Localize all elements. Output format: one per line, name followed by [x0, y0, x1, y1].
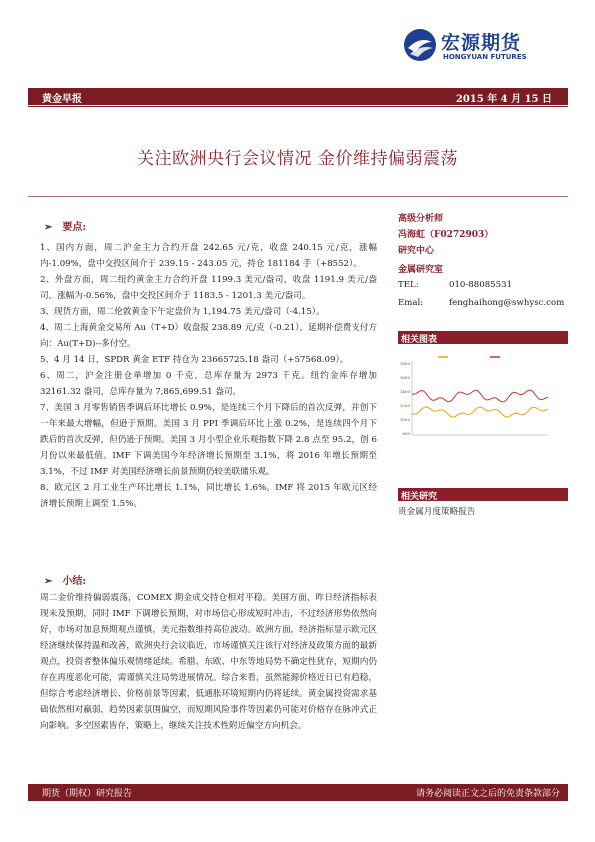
- related-research-item[interactable]: 贵金属月度策略报告: [398, 507, 476, 517]
- analyst-dept: 研究中心: [398, 246, 435, 256]
- brand-name-cn: 宏源期货: [441, 32, 522, 54]
- key-points-list: [40, 240, 377, 512]
- key-point-item: 3、现货方面，周二伦敦黄金下午定盘价为 1,194.75 美元/盎司（-4.15）。: [40, 307, 325, 317]
- footer-bar: [28, 784, 568, 801]
- footer-disclaimer: 请务必阅读正文之后的免责条款部分: [415, 789, 560, 799]
- key-points-heading: [44, 218, 86, 233]
- tel-value: 010-88085531: [449, 280, 513, 290]
- summary-title: 小结:: [62, 576, 87, 587]
- analyst-name: 冯海虹（F0272903）: [398, 230, 494, 240]
- header-bar: [28, 88, 568, 105]
- analyst-team: 金属研究室: [398, 265, 444, 275]
- logo-mark-icon: [403, 28, 437, 62]
- page-title: 关注欧洲央行会议情况 金价维持偏弱震荡: [137, 149, 458, 169]
- key-point-item: 7、美国 3 月零售销售季调后环比增长 0.9%，是连续三个月下降后的首次反弹，并创下一年来最大增幅，但逊于预期。美国 3 月 PPI 季调后环比上涨 0.2%，是连续四个月下跌后的首次反弹，但仍逊于预期。美国 3 月小型企业乐观指数下降 2.8 点至 95.2，创 6 月份以来最低值。IMF 下调美国今年经济增长预期至 3.1%，将 2016 年增长预期至 3.1%，不过 IMF 对美国经济增长前景预期仍较美联储乐观。: [40, 403, 377, 477]
- y-tick-label: 1800: [399, 361, 410, 366]
- analyst-title: 高级分析师: [398, 214, 444, 224]
- summary-text: 周二金价维持偏弱震荡，COMEX 期金成交持仓相对平稳。美国方面，昨日经济指标表现未及预期，同时 IMF 下调增长预期，对市场信心形成短时冲击，不过经济形势依然向好，市场对加息预期观点谨慎，美元指数维持高位波动。欧洲方面，经济指标显示欧元区经济继续保持温和改善，欧洲央行会议临近，市场谨慎关注该行对经济及政策方面的最新观点，投资者整体偏乐观情绪延续。希腊、东欧、中东等地局势不确定性犹存，短期内仍存在再度恶化可能，需谨慎关注局势进展情况。综合来看，虽然能源价格近日已有趋稳，但综合考虑经济增长、价格前景等因素，低通胀环境短期内仍将延续。黄金属投资需求基础依然相对羸弱，趋势因素氛围偏空，而短期风险事件等因素仍可能对价格存在脉冲式正向影响。多空因素皆存，策略上，继续关注技术性附近偏空方向机会。: [40, 593, 377, 731]
- key-point-item: 2、外盘方面，周二纽约黄金主力合约开盘 1199.3 美元/盎司，收盘 1191.9 美元/盎司，涨幅为-0.56%，盘中交投区间介于 1183.5 - 1201.3 美元/盎司。: [40, 275, 377, 301]
- email-value[interactable]: fenghaihong@swhysc.com: [449, 298, 565, 308]
- arrow-bullet-icon: ➢: [44, 222, 53, 233]
- related-charts-bar: [398, 331, 568, 344]
- key-points-title: 要点:: [62, 222, 87, 233]
- brand-logo: [403, 24, 553, 68]
- y-tick-label: 800: [402, 431, 410, 436]
- related-charts-label: 相关图表: [401, 335, 438, 345]
- y-tick-label: 1200: [399, 403, 410, 408]
- key-point-item: 8、欧元区 2 月工业生产环比增长 1.1%，同比增长 1.6%。IMF 将 2015 年欧元区经济增长预期上调至 1.5%。: [40, 483, 377, 509]
- key-point-item: 6、周二，沪金注册仓单增加 0 千克，总库存量为 2973 千克。纽约金库存增加 32161.32 盎司，总库存量为 7,865,699.51 盎司。: [40, 371, 377, 397]
- y-tick-label: 1400: [399, 389, 410, 394]
- email-label: Emal:: [398, 298, 424, 308]
- gold-price-chart: [398, 353, 568, 445]
- y-tick-label: 1600: [399, 375, 410, 380]
- title-rule: [28, 196, 568, 197]
- report-date: 2015 年 4 月 15 日: [455, 94, 552, 105]
- summary-body: [40, 590, 377, 734]
- key-point-item: 5、4 月 14 日，SPDR 黄金 ETF 持仓为 23665725.18 盎司（+57568.09）。: [40, 355, 349, 365]
- y-tick-label: 1000: [399, 417, 410, 422]
- summary-heading: [44, 572, 86, 587]
- tel-label: TEL:: [398, 280, 419, 290]
- footer-left: 期货（期权）研究报告: [42, 789, 133, 799]
- related-research-label: 相关研究: [401, 492, 438, 502]
- report-type: 黄金早报: [42, 94, 82, 105]
- key-point-item: 1、国内方面，周二沪金主力合约开盘 242.65 元/克，收盘 240.15 元/克，涨幅内-1.09%，盘中交投区间介于 239.15 - 243.05 元，持仓 181184 手（+8552）。: [40, 243, 377, 269]
- key-point-item: 4、周二上海黄金交易所 Au（T+D）收盘报 238.89 元/克（-0.21），延期补偿费支付方向：Au(T+D)--多付空。: [40, 323, 377, 349]
- arrow-bullet-icon: ➢: [44, 576, 53, 587]
- related-research-bar: [398, 488, 568, 501]
- header-underline: [28, 106, 568, 107]
- brand-name-en: HONGYUAN FUTURES: [443, 53, 527, 61]
